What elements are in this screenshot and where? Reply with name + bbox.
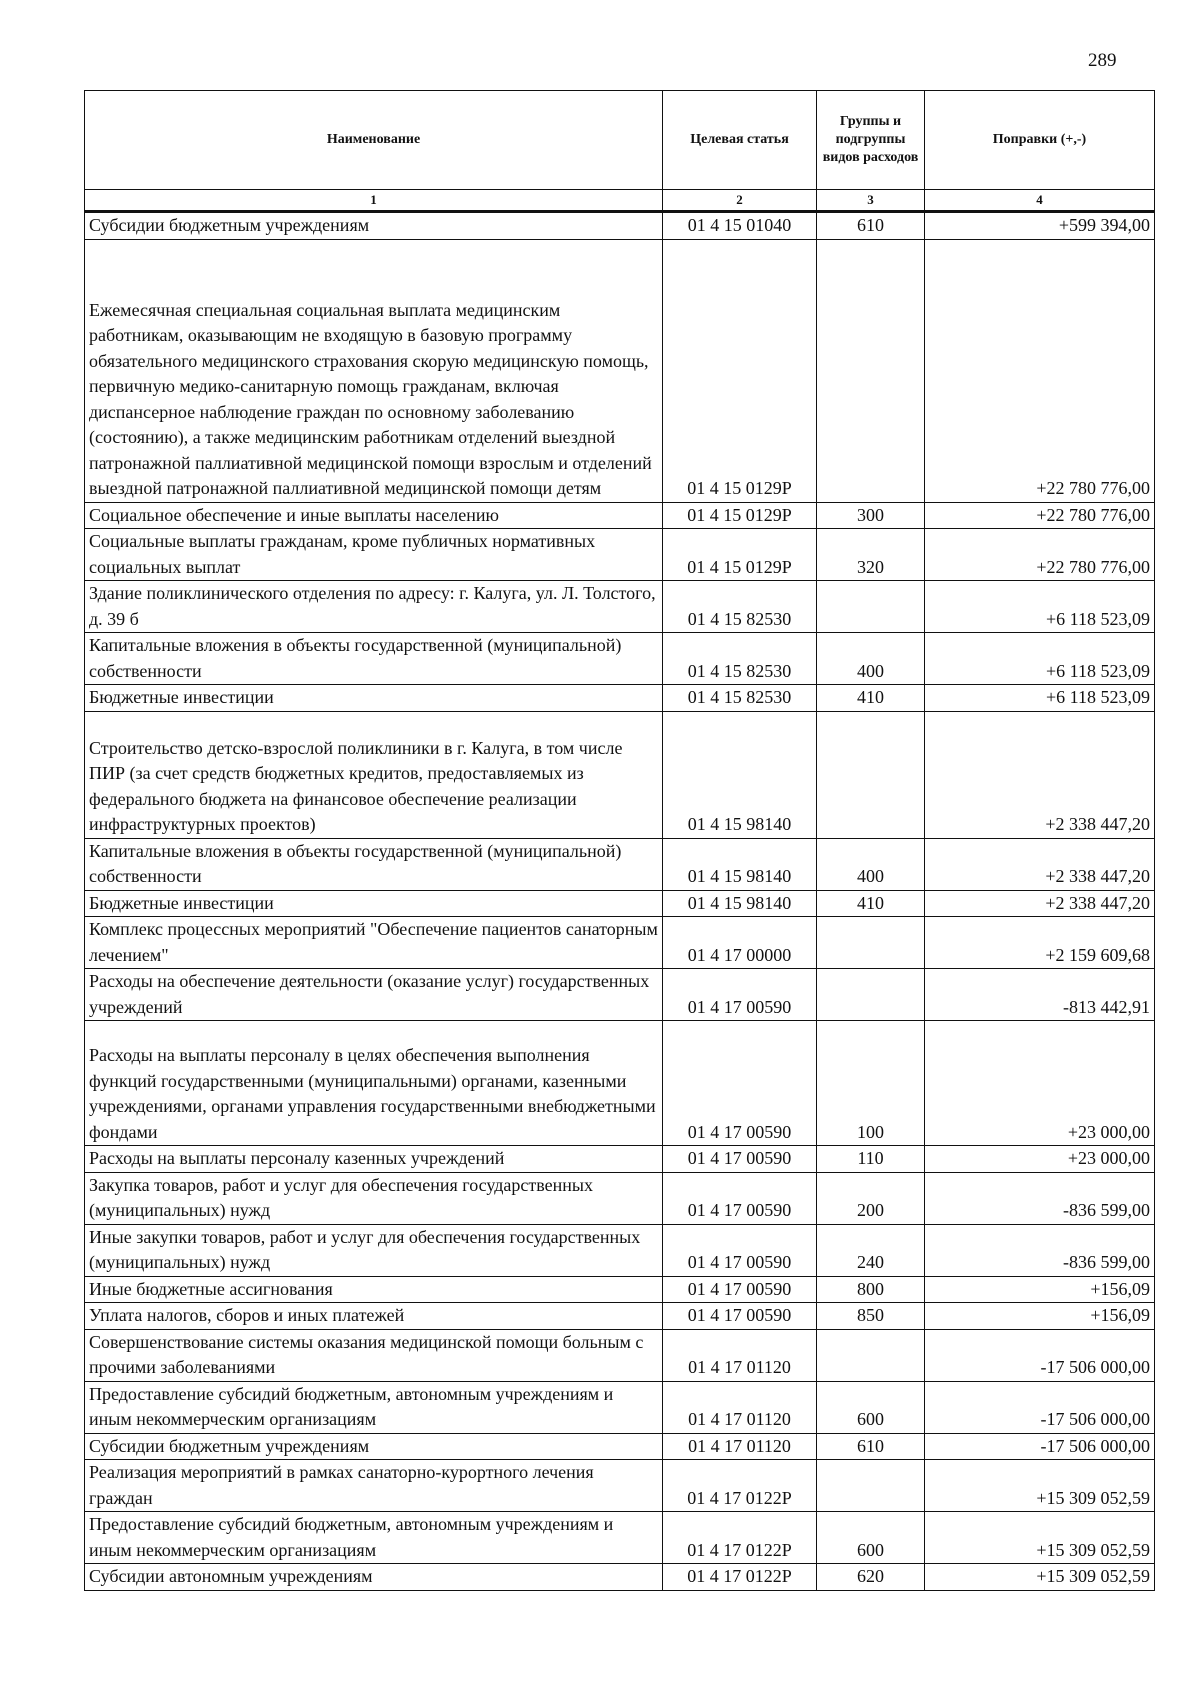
row-amendment: +6 118 523,09 <box>925 685 1155 712</box>
table-row <box>85 1329 1155 1381</box>
row-amendment: +22 780 776,00 <box>925 239 1155 502</box>
row-name: Социальные выплаты гражданам, кроме публичных нормативных социальных выплат <box>85 529 663 581</box>
row-amendment: -17 506 000,00 <box>925 1381 1155 1433</box>
table-row <box>85 633 1155 685</box>
row-name: Реализация мероприятий в рамках санаторно-курортного лечения граждан <box>85 1460 663 1512</box>
row-expense-group: 410 <box>817 685 925 712</box>
row-target-article: 01 4 17 0122P <box>663 1564 817 1591</box>
row-amendment: +22 780 776,00 <box>925 529 1155 581</box>
row-expense-group: 610 <box>817 212 925 240</box>
header-amendments: Поправки (+,-) <box>925 91 1155 190</box>
row-target-article: 01 4 17 00590 <box>663 1303 817 1330</box>
row-amendment: +23 000,00 <box>925 1021 1155 1146</box>
table-row <box>85 685 1155 712</box>
row-expense-group <box>817 581 925 633</box>
table-row <box>85 711 1155 838</box>
row-amendment: +2 338 447,20 <box>925 838 1155 890</box>
row-amendment: -813 442,91 <box>925 969 1155 1021</box>
table-row <box>85 502 1155 529</box>
row-name: Расходы на выплаты персоналу в целях обеспечения выполнения функций государственными (муниципальными) органами, казенными учреждениями, органами управления государственными внебюджетными фондами <box>85 1021 663 1146</box>
row-expense-group: 100 <box>817 1021 925 1146</box>
row-name: Ежемесячная специальная социальная выплата медицинским работникам, оказывающим не входящую в базовую программу обязательного медицинского страхования скорую медицинскую помощь, первичную медико-санитарную помощь гражданам, включая диспансерное наблюдение граждан по основному заболеванию (состоянию), а также медицинским работникам отделений выездной патронажной паллиативной медицинской помощи взрослым и отделений выездной патронажной паллиативной медицинской помощи детям <box>85 239 663 502</box>
table-row <box>85 212 1155 240</box>
row-expense-group: 240 <box>817 1224 925 1276</box>
row-amendment: +15 309 052,59 <box>925 1460 1155 1512</box>
row-amendment: +156,09 <box>925 1303 1155 1330</box>
row-name: Бюджетные инвестиции <box>85 890 663 917</box>
table-row <box>85 1021 1155 1146</box>
column-number: 4 <box>925 190 1155 212</box>
row-expense-group: 610 <box>817 1433 925 1460</box>
row-amendment: +156,09 <box>925 1276 1155 1303</box>
row-target-article: 01 4 15 98140 <box>663 711 817 838</box>
table-row <box>85 1512 1155 1564</box>
row-target-article: 01 4 17 00590 <box>663 1276 817 1303</box>
row-name: Здание поликлинического отделения по адресу: г. Калуга, ул. Л. Толстого, д. 39 б <box>85 581 663 633</box>
row-target-article: 01 4 15 82530 <box>663 685 817 712</box>
row-target-article: 01 4 15 98140 <box>663 838 817 890</box>
row-name: Иные бюджетные ассигнования <box>85 1276 663 1303</box>
row-name: Субсидии бюджетным учреждениям <box>85 212 663 240</box>
row-expense-group <box>817 917 925 969</box>
header-target-article: Целевая статья <box>663 91 817 190</box>
row-amendment: -17 506 000,00 <box>925 1329 1155 1381</box>
table-row <box>85 1381 1155 1433</box>
budget-amendments-table <box>84 90 1155 1591</box>
row-expense-group: 620 <box>817 1564 925 1591</box>
row-target-article: 01 4 17 00590 <box>663 1021 817 1146</box>
row-target-article: 01 4 15 0129P <box>663 502 817 529</box>
column-number-row <box>85 190 1155 212</box>
table-row <box>85 529 1155 581</box>
row-target-article: 01 4 17 00590 <box>663 969 817 1021</box>
row-target-article: 01 4 17 00590 <box>663 1172 817 1224</box>
table-row <box>85 1276 1155 1303</box>
table-row <box>85 917 1155 969</box>
row-expense-group: 400 <box>817 633 925 685</box>
row-target-article: 01 4 17 0122P <box>663 1512 817 1564</box>
row-amendment: +6 118 523,09 <box>925 633 1155 685</box>
row-amendment: +6 118 523,09 <box>925 581 1155 633</box>
row-amendment: +2 159 609,68 <box>925 917 1155 969</box>
row-expense-group: 410 <box>817 890 925 917</box>
table-row <box>85 1564 1155 1591</box>
row-name: Строительство детско-взрослой поликлиники в г. Калуга, в том числе ПИР (за счет средств бюджетных кредитов, предоставляемых из федерального бюджета на финансовое обеспечение реализации инфраструктурных проектов) <box>85 711 663 838</box>
table-row <box>85 838 1155 890</box>
table-row <box>85 890 1155 917</box>
row-name: Иные закупки товаров, работ и услуг для обеспечения государственных (муниципальных) нужд <box>85 1224 663 1276</box>
row-name: Предоставление субсидий бюджетным, автономным учреждениям и иным некоммерческим организациям <box>85 1512 663 1564</box>
row-amendment: +2 338 447,20 <box>925 890 1155 917</box>
row-target-article: 01 4 17 00590 <box>663 1224 817 1276</box>
row-expense-group: 200 <box>817 1172 925 1224</box>
table-row <box>85 1224 1155 1276</box>
row-name: Уплата налогов, сборов и иных платежей <box>85 1303 663 1330</box>
row-name: Социальное обеспечение и иные выплаты населению <box>85 502 663 529</box>
row-target-article: 01 4 15 82530 <box>663 581 817 633</box>
row-amendment: +2 338 447,20 <box>925 711 1155 838</box>
row-target-article: 01 4 15 0129P <box>663 239 817 502</box>
table-row <box>85 1172 1155 1224</box>
row-name: Комплекс процессных мероприятий "Обеспечение пациентов санаторным лечением" <box>85 917 663 969</box>
row-target-article: 01 4 15 98140 <box>663 890 817 917</box>
row-expense-group: 320 <box>817 529 925 581</box>
row-expense-group: 800 <box>817 1276 925 1303</box>
row-target-article: 01 4 15 82530 <box>663 633 817 685</box>
row-name: Совершенствование системы оказания медицинской помощи больным с прочими заболеваниями <box>85 1329 663 1381</box>
table-row <box>85 1433 1155 1460</box>
row-target-article: 01 4 17 00590 <box>663 1146 817 1173</box>
row-target-article: 01 4 17 0122P <box>663 1460 817 1512</box>
row-target-article: 01 4 17 01120 <box>663 1433 817 1460</box>
row-expense-group: 110 <box>817 1146 925 1173</box>
row-name: Капитальные вложения в объекты государственной (муниципальной) собственности <box>85 633 663 685</box>
row-expense-group <box>817 969 925 1021</box>
row-expense-group: 600 <box>817 1381 925 1433</box>
table-row <box>85 969 1155 1021</box>
row-amendment: +599 394,00 <box>925 212 1155 240</box>
row-name: Субсидии бюджетным учреждениям <box>85 1433 663 1460</box>
row-expense-group: 850 <box>817 1303 925 1330</box>
table-row <box>85 1146 1155 1173</box>
row-amendment: +15 309 052,59 <box>925 1512 1155 1564</box>
row-name: Предоставление субсидий бюджетным, автономным учреждениям и иным некоммерческим организациям <box>85 1381 663 1433</box>
row-name: Расходы на обеспечение деятельности (оказание услуг) государственных учреждений <box>85 969 663 1021</box>
row-expense-group <box>817 711 925 838</box>
header-row <box>85 91 1155 190</box>
header-expense-groups: Группы и подгруппы видов расходов <box>817 91 925 190</box>
row-expense-group <box>817 1460 925 1512</box>
row-expense-group <box>817 239 925 502</box>
row-amendment: -836 599,00 <box>925 1172 1155 1224</box>
row-amendment: +23 000,00 <box>925 1146 1155 1173</box>
table-row <box>85 1303 1155 1330</box>
table-row <box>85 239 1155 502</box>
row-expense-group <box>817 1329 925 1381</box>
table-row <box>85 581 1155 633</box>
row-expense-group: 400 <box>817 838 925 890</box>
row-name: Субсидии автономным учреждениям <box>85 1564 663 1591</box>
row-amendment: +15 309 052,59 <box>925 1564 1155 1591</box>
table-row <box>85 1460 1155 1512</box>
row-amendment: -17 506 000,00 <box>925 1433 1155 1460</box>
row-name: Расходы на выплаты персоналу казенных учреждений <box>85 1146 663 1173</box>
row-name: Капитальные вложения в объекты государственной (муниципальной) собственности <box>85 838 663 890</box>
column-number: 2 <box>663 190 817 212</box>
row-target-article: 01 4 15 0129P <box>663 529 817 581</box>
row-expense-group: 600 <box>817 1512 925 1564</box>
row-target-article: 01 4 17 00000 <box>663 917 817 969</box>
column-number: 1 <box>85 190 663 212</box>
row-amendment: +22 780 776,00 <box>925 502 1155 529</box>
row-target-article: 01 4 17 01120 <box>663 1329 817 1381</box>
row-name: Бюджетные инвестиции <box>85 685 663 712</box>
header-name: Наименование <box>85 91 663 190</box>
row-target-article: 01 4 17 01120 <box>663 1381 817 1433</box>
column-number: 3 <box>817 190 925 212</box>
page-number: 289 <box>1088 50 1117 71</box>
row-target-article: 01 4 15 01040 <box>663 212 817 240</box>
row-expense-group: 300 <box>817 502 925 529</box>
row-name: Закупка товаров, работ и услуг для обеспечения государственных (муниципальных) нужд <box>85 1172 663 1224</box>
row-amendment: -836 599,00 <box>925 1224 1155 1276</box>
